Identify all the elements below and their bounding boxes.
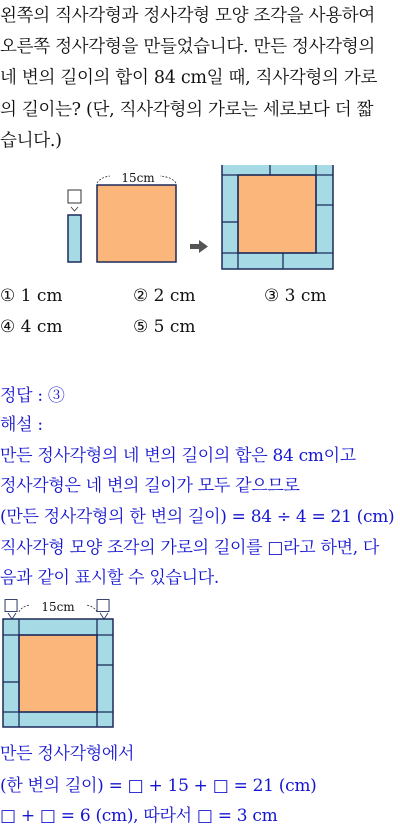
question-figure xyxy=(0,165,400,275)
explanation-line: □ + □ = 6 (cm), 따라서 □ = 3 cm xyxy=(0,806,278,826)
option-text: 4 cm xyxy=(20,317,63,337)
explanation-line: (한 변의 길이) = □ + 15 + □ = 21 (cm) xyxy=(0,776,317,796)
question-line: 네 변의 길이의 합이 84 cm일 때, 직사각형의 가로 xyxy=(0,68,378,88)
explanation-line: 만든 정사각형의 네 변의 길이의 합은 84 cm이고 xyxy=(0,446,356,466)
option-4[interactable] xyxy=(0,317,63,337)
small-square-piece xyxy=(68,190,81,203)
option-number: ⑤ xyxy=(133,317,149,337)
question-line: 의 길이는? (단, 직사각형의 가로는 세로보다 더 짧 xyxy=(0,100,374,120)
box-label-right: □ xyxy=(95,595,112,615)
explanation-line: 음과 같이 표시할 수 있습니다. xyxy=(0,568,219,588)
option-text: 1 cm xyxy=(20,286,63,306)
big-orange-square xyxy=(97,185,176,262)
option-2[interactable] xyxy=(133,286,196,306)
question-line: 습니다.) xyxy=(0,131,62,151)
option-number: ④ xyxy=(0,317,16,337)
figure-length-label: 15cm xyxy=(121,171,155,185)
question-line: 왼쪽의 직사각형과 정사각형 모양 조각을 사용하여 xyxy=(0,6,376,26)
option-3[interactable] xyxy=(264,286,327,306)
option-1[interactable] xyxy=(0,286,63,306)
rectangle-piece xyxy=(68,215,81,262)
answer-label: 정답 : ③ xyxy=(0,386,65,406)
option-text: 2 cm xyxy=(153,286,196,306)
explanation-square xyxy=(3,619,113,727)
explanation-line: (만든 정사각형의 한 변의 길이) = 84 ÷ 4 = 21 (cm) xyxy=(0,507,395,527)
option-text: 5 cm xyxy=(153,317,196,337)
explanation-line: 직사각형 모양 조각의 가로의 길이를 □라고 하면, 다 xyxy=(0,538,380,558)
explanation-line: 정사각형은 네 변의 길이가 모두 같으므로 xyxy=(0,476,300,496)
option-number: ① xyxy=(0,286,16,306)
option-text: 3 cm xyxy=(284,286,327,306)
question-line: 오른쪽 정사각형을 만들었습니다. 만든 정사각형의 xyxy=(0,37,376,57)
option-number: ② xyxy=(133,286,149,306)
explanation-figure xyxy=(0,590,400,730)
arrow-right-icon xyxy=(190,240,208,253)
explanation-line: 만든 정사각형에서 xyxy=(0,744,135,764)
explanation-length-label: 15cm xyxy=(41,600,75,614)
assembled-square xyxy=(222,165,333,269)
option-5[interactable] xyxy=(133,317,196,337)
option-number: ③ xyxy=(264,286,280,306)
box-label-left: □ xyxy=(3,595,20,615)
explanation-label: 해설 : xyxy=(0,415,43,435)
